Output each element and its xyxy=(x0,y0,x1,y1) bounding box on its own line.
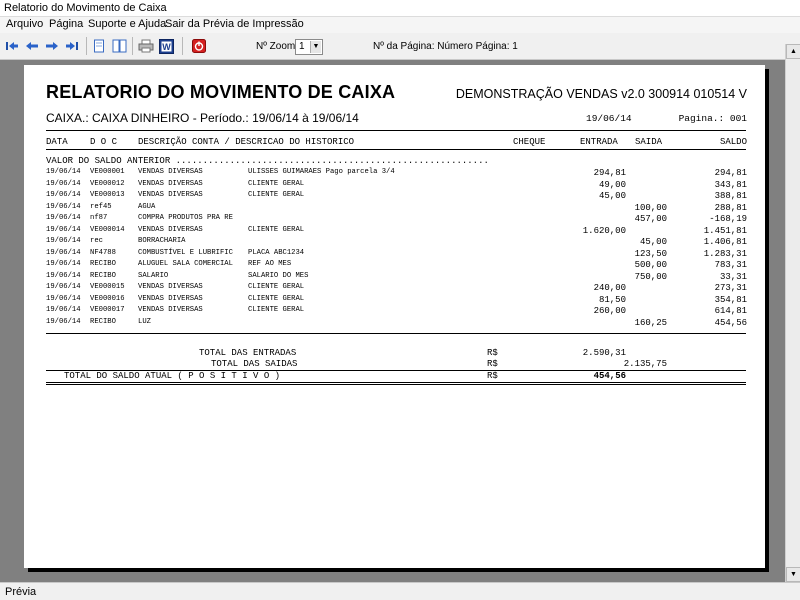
scroll-down-icon[interactable]: ▼ xyxy=(786,567,800,582)
cell-hist: ULISSES GUIMARAES Pago parcela 3/4 xyxy=(248,168,395,176)
cell-date: 19/06/14 xyxy=(46,168,81,176)
last-page-icon[interactable] xyxy=(64,38,80,54)
table-row xyxy=(24,214,765,226)
cell-saldo: 614,81 xyxy=(714,306,747,316)
cell-entrada: 240,00 xyxy=(593,283,626,293)
cell-hist: CLIENTE GERAL xyxy=(248,225,305,234)
cell-desc: BORRACHARIA xyxy=(138,237,186,245)
cell-saldo: -168,19 xyxy=(709,214,747,224)
status-bar xyxy=(0,582,800,600)
cell-saldo: 1.451,81 xyxy=(703,225,747,236)
table-row xyxy=(24,226,765,238)
cell-date: 19/06/14 xyxy=(46,260,81,268)
cell-saida: 45,00 xyxy=(639,237,667,247)
cell-saida: 500,00 xyxy=(634,260,667,270)
cell-date: 19/06/14 xyxy=(46,306,81,314)
cell-hist: CLIENTE GERAL xyxy=(248,283,305,291)
total-entradas-value: 2.590,31 xyxy=(582,348,626,358)
table-row xyxy=(24,295,765,307)
cell-saida: 123,50 xyxy=(634,248,667,259)
cell-doc: RECIBO xyxy=(90,271,116,280)
cell-entrada: 49,00 xyxy=(598,179,626,190)
cell-saida: 750,00 xyxy=(634,271,667,282)
window-title: Relatorio do Movimento de Caixa xyxy=(4,2,167,14)
cell-saldo: 388,81 xyxy=(714,191,747,201)
divider xyxy=(46,333,746,334)
cell-doc: nf87 xyxy=(90,214,108,222)
report-title: RELATORIO DO MOVIMENTO DE CAIXA xyxy=(46,82,396,102)
zoom-value: 1 xyxy=(299,41,305,52)
total-entradas-currency: R$ xyxy=(487,348,498,358)
cell-desc: VENDAS DIVERSAS xyxy=(138,306,203,314)
cell-doc: VE000013 xyxy=(90,191,125,199)
cell-date: 19/06/14 xyxy=(46,191,81,199)
total-saldo-value: 454,56 xyxy=(593,371,626,381)
table-row xyxy=(24,283,765,295)
chevron-down-icon[interactable]: ▼ xyxy=(310,41,321,53)
col-header-saida: SAIDA xyxy=(635,137,663,147)
cell-doc: ref45 xyxy=(90,202,112,211)
cell-entrada: 260,00 xyxy=(593,306,626,316)
cell-doc: RECIBO xyxy=(90,317,116,326)
zoom-label: Nº Zoom xyxy=(256,41,296,52)
scroll-up-icon[interactable]: ▲ xyxy=(786,44,800,59)
cell-entrada: 81,50 xyxy=(598,294,626,305)
cell-date: 19/06/14 xyxy=(46,317,81,326)
cell-date: 19/06/14 xyxy=(46,248,81,257)
print-icon[interactable] xyxy=(138,38,154,54)
divider xyxy=(46,130,746,131)
table-row xyxy=(24,260,765,272)
total-entradas-label: TOTAL DAS ENTRADAS xyxy=(199,348,297,358)
table-row xyxy=(24,191,765,203)
total-saldo-currency: R$ xyxy=(487,371,498,381)
cell-entrada: 1.620,00 xyxy=(582,225,626,236)
cell-date: 19/06/14 xyxy=(46,271,81,280)
divider xyxy=(46,382,746,383)
cell-date: 19/06/14 xyxy=(46,202,81,211)
cell-date: 19/06/14 xyxy=(46,294,81,303)
cell-hist: SALARIO DO MES xyxy=(248,271,309,280)
cell-doc: NF4788 xyxy=(90,248,116,257)
vertical-scrollbar[interactable] xyxy=(785,44,800,582)
cell-saldo: 783,31 xyxy=(714,260,747,270)
cell-desc: COMPRA PRODUTOS PRA RE xyxy=(138,214,233,222)
table-row xyxy=(24,249,765,261)
status-text: Prévia xyxy=(5,586,37,598)
cell-doc: VE000017 xyxy=(90,306,125,314)
cell-hist: REF AO MES xyxy=(248,260,292,268)
cell-saida: 100,00 xyxy=(634,202,667,213)
col-header-entrada: ENTRADA xyxy=(580,137,618,147)
cell-hist: CLIENTE GERAL xyxy=(248,191,305,199)
svg-text:W: W xyxy=(161,41,171,52)
cell-desc: VENDAS DIVERSAS xyxy=(138,225,203,234)
cell-saldo: 33,31 xyxy=(719,271,747,282)
cell-desc: LUZ xyxy=(138,317,151,326)
saldo-anterior-line: VALOR DO SALDO ANTERIOR .......................................................... xyxy=(46,156,489,166)
cell-doc: VE000015 xyxy=(90,283,125,291)
zoom-select[interactable] xyxy=(295,39,323,55)
report-date: 19/06/14 xyxy=(586,113,632,124)
cell-saldo: 454,56 xyxy=(714,317,747,328)
report-page-number: Pagina.: 001 xyxy=(678,113,747,124)
cell-saldo: 1.283,31 xyxy=(703,248,747,259)
menu-bar xyxy=(0,17,800,33)
divider xyxy=(46,384,746,385)
toolbar-separator xyxy=(182,37,183,55)
cell-desc: VENDAS DIVERSAS xyxy=(138,191,203,199)
preview-viewport xyxy=(0,60,785,582)
col-header-desc: DESCRIÇÃO CONTA / DESCRICAO DO HISTORICO xyxy=(138,137,355,147)
table-row xyxy=(24,272,765,284)
next-page-icon[interactable] xyxy=(44,38,60,54)
cell-date: 19/06/14 xyxy=(46,179,81,188)
cell-doc: rec xyxy=(90,237,103,245)
cell-saldo: 273,31 xyxy=(714,283,747,293)
single-page-icon[interactable] xyxy=(91,38,107,54)
table-row xyxy=(24,203,765,215)
menu-arquivo[interactable]: Arquivo xyxy=(6,18,44,30)
cell-date: 19/06/14 xyxy=(46,283,81,291)
cell-desc: VENDAS DIVERSAS xyxy=(138,168,203,176)
toolbar xyxy=(0,33,800,60)
report-caixa-period: CAIXA.: CAIXA DINHEIRO - Período.: 19/06/14 à 19/06/14 xyxy=(46,111,359,125)
menu-pagina[interactable]: Página xyxy=(49,18,84,30)
table-row xyxy=(24,180,765,192)
cell-desc: ALUGUEL SALA COMERCIAL xyxy=(138,260,233,268)
total-saidas-label: TOTAL DAS SAIDAS xyxy=(211,359,298,369)
cell-hist: CLIENTE GERAL xyxy=(248,294,305,303)
cell-entrada: 45,00 xyxy=(598,191,626,201)
cell-doc: RECIBO xyxy=(90,260,116,268)
cell-hist: PLACA ABC1234 xyxy=(248,248,305,257)
cell-doc: VE000014 xyxy=(90,225,125,234)
cell-desc: AGUA xyxy=(138,202,156,211)
cell-desc: SALARIO xyxy=(138,271,169,280)
cell-saldo: 1.406,81 xyxy=(703,237,747,247)
page-number-label: Nº da Página: Número Página: 1 xyxy=(373,41,518,52)
cell-hist: CLIENTE GERAL xyxy=(248,306,305,314)
divider xyxy=(46,149,746,150)
cell-saldo: 343,81 xyxy=(714,179,747,190)
col-header-doc: D O C xyxy=(90,137,118,147)
col-header-saldo: SALDO xyxy=(719,137,747,147)
cell-desc: COMBUSTÍVEL E LUBRIFIC xyxy=(138,248,233,257)
window-title-bar xyxy=(0,0,800,17)
report-company: DEMONSTRAÇÃO VENDAS v2.0 300914 010514 V xyxy=(455,87,747,101)
cell-hist: CLIENTE GERAL xyxy=(248,179,305,188)
cell-doc: VE000012 xyxy=(90,179,125,188)
cell-desc: VENDAS DIVERSAS xyxy=(138,294,203,303)
cell-doc: VE000001 xyxy=(90,168,125,176)
cell-saldo: 288,81 xyxy=(714,202,747,213)
toolbar-separator xyxy=(132,37,133,55)
previous-page-icon[interactable] xyxy=(24,38,40,54)
cell-desc: VENDAS DIVERSAS xyxy=(138,179,203,188)
cell-date: 19/06/14 xyxy=(46,214,81,222)
col-header-data: DATA xyxy=(46,137,68,147)
table-row xyxy=(24,237,765,249)
two-pages-icon[interactable] xyxy=(111,38,127,54)
cell-entrada: 294,81 xyxy=(593,168,626,178)
cell-date: 19/06/14 xyxy=(46,225,81,234)
toolbar-separator xyxy=(86,37,87,55)
cell-date: 19/06/14 xyxy=(46,237,81,245)
table-row xyxy=(24,318,765,330)
menu-sair-previa[interactable]: Sair da Prévia de Impressão xyxy=(165,18,304,30)
total-saidas-currency: R$ xyxy=(487,359,498,369)
total-saidas-value: 2.135,75 xyxy=(623,359,667,369)
cell-saida: 160,25 xyxy=(634,317,667,328)
first-page-icon[interactable] xyxy=(4,38,20,54)
close-preview-icon[interactable] xyxy=(191,38,207,54)
table-row xyxy=(24,168,765,180)
cell-saldo: 294,81 xyxy=(714,168,747,178)
total-saldo-label: TOTAL DO SALDO ATUAL ( P O S I T I V O ) xyxy=(64,371,281,381)
cell-desc: VENDAS DIVERSAS xyxy=(138,283,203,291)
word-export-icon[interactable] xyxy=(158,38,174,54)
menu-suporte[interactable]: Suporte e Ajuda xyxy=(88,18,167,30)
table-row xyxy=(24,306,765,318)
cell-saldo: 354,81 xyxy=(714,294,747,305)
report-page xyxy=(24,65,765,568)
col-header-cheque: CHEQUE xyxy=(513,137,546,147)
cell-saida: 457,00 xyxy=(634,214,667,224)
cell-doc: VE000016 xyxy=(90,294,125,303)
